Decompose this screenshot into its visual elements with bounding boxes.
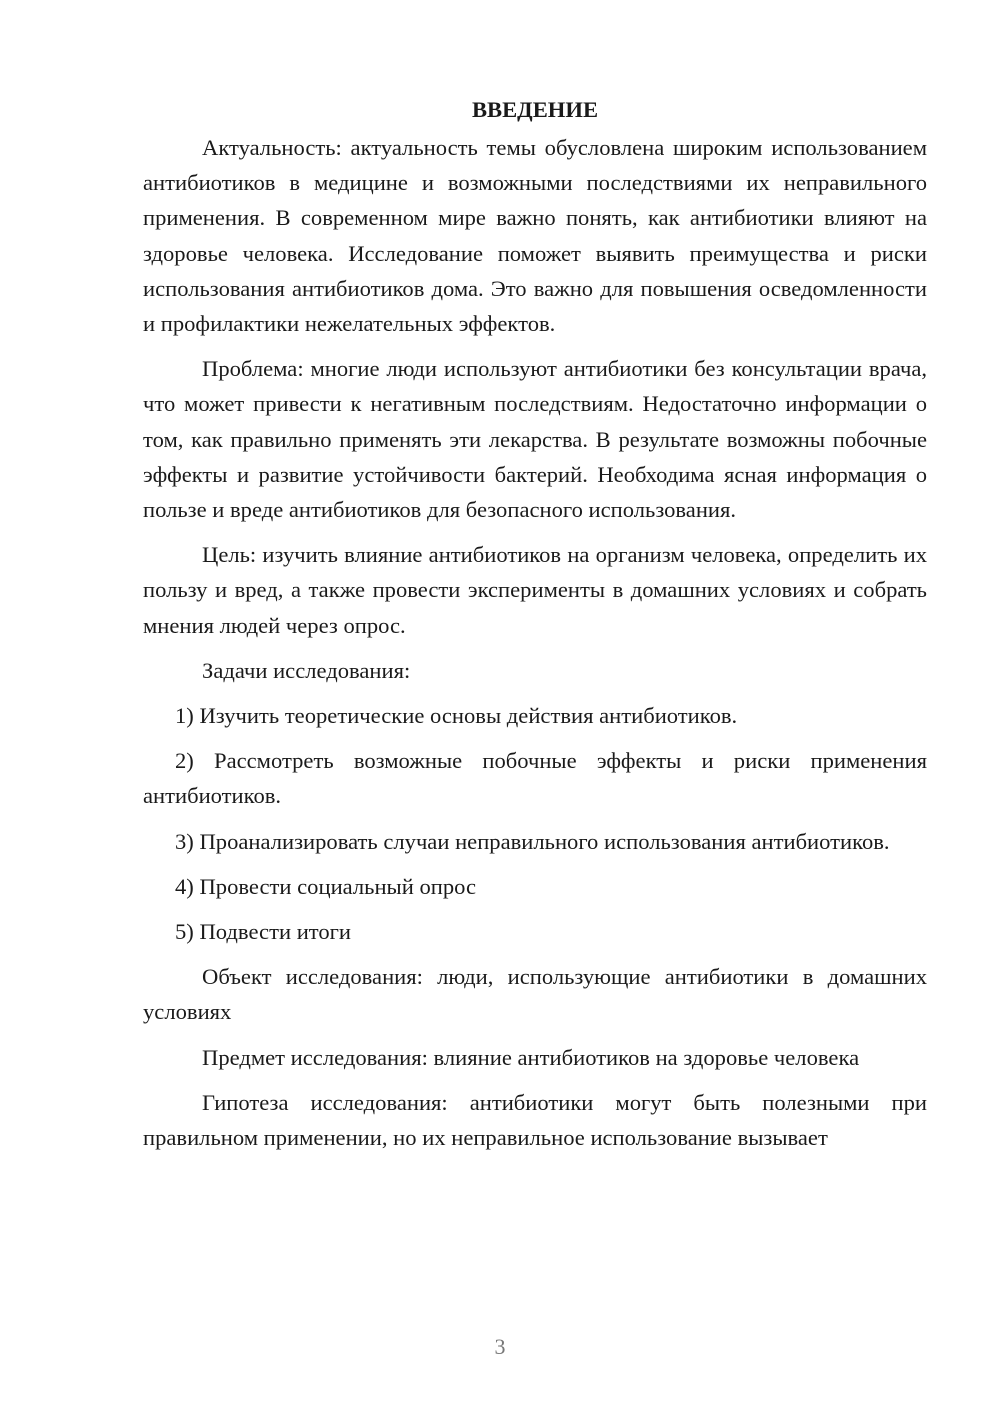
problem-paragraph: Проблема: многие люди используют антибиотики без консультации врача, что может привести к негативным последствиям. Недостаточно информации о том, как правильно применять эти лекарства. В результате возможны побочные эффекты и развитие устойчивости бактерий. Необходима ясная информация о пользе и вреде антибиотиков для безопасного использования.	[143, 356, 927, 523]
task-item-2: 2) Рассмотреть возможные побочные эффекты и риски применения антибиотиков.	[143, 748, 927, 809]
hypothesis-paragraph: Гипотеза исследования: антибиотики могут быть полезными при правильном применении, но их неправильное использование вызывает	[143, 1089, 927, 1151]
task-item-4: 4) Провести социальный опрос	[175, 873, 477, 899]
page-number: 3	[494, 1334, 506, 1359]
task-item-3: 3) Проанализировать случаи неправильного использования антибиотиков.	[175, 828, 890, 854]
object-paragraph: Объект исследования: люди, использующие антибиотики в домашних условиях	[143, 964, 927, 1025]
page-body	[143, 92, 927, 1155]
subject-paragraph: Предмет исследования: влияние антибиотиков на здоровье человека	[202, 1044, 860, 1070]
section-heading: ВВЕДЕНИЕ	[471, 97, 599, 122]
task-item-1: 1) Изучить теоретические основы действия антибиотиков.	[175, 703, 738, 729]
relevance-paragraph: Актуальность: актуальность темы обусловлена широким использованием антибиотиков в медицине и возможными последствиями их неправильного применения. В современном мире важно понять, как антибиотики влияют на здоровье человека. Исследование поможет выявить преимущества и риски использования антибиотиков дома. Это важно для повышения осведомленности и профилактики нежелательных эффектов.	[143, 135, 927, 337]
task-item-5: 5) Подвести итоги	[175, 919, 352, 945]
goal-paragraph: Цель: изучить влияние антибиотиков на организм человека, определить их пользу и вред, а также провести эксперименты в домашних условиях и собрать мнения людей через опрос.	[143, 542, 927, 638]
tasks-title: Задачи исследования:	[202, 657, 411, 683]
